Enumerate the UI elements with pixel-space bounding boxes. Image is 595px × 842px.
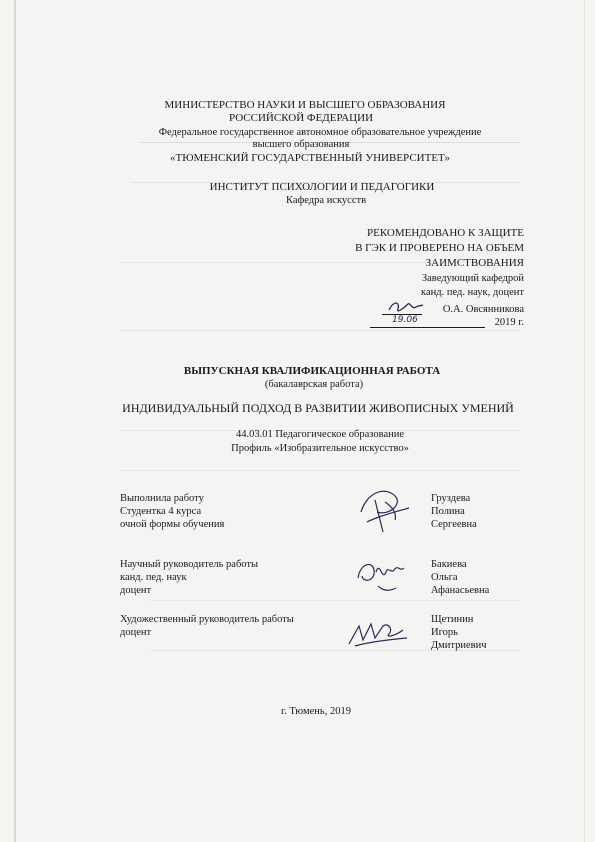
approval-line4: Заведующий кафедрой [421,273,524,284]
art-supervisor-name-line1: Щетинин [431,614,474,625]
art-supervisor-name-line3: Дмитриевич [431,640,487,651]
approval-year: 2019 г. [494,317,524,328]
student-role-line3: очной формы обучения [120,519,225,530]
work-subtype: (бакалаврская работа) [264,379,364,390]
program-code: 44.03.01 Педагогическое образование [235,429,405,440]
art-supervisor-role-line2: доцент [120,627,152,638]
city-year: г. Тюмень, 2019 [281,706,351,717]
art-supervisor-role-line1: Художественный руководитель работы [120,614,294,625]
scan-edge-right [584,0,585,842]
supervisor-role-line3: доцент [120,585,152,596]
student-name-line3: Сергеевна [431,519,477,530]
student-role-line2: Студентка 4 курса [120,506,202,517]
institution-line2: высшего образования [252,139,350,150]
approval-signature [386,298,426,316]
approval-line2: В ГЭК И ПРОВЕРЕНО НА ОБЪЕМ [355,242,524,254]
art-supervisor-signature [345,616,411,652]
approval-line3: ЗАИМСТВОВАНИЯ [425,257,524,269]
student-name-line2: Полина [431,506,465,517]
approval-line5: канд. пед. наук, доцент [421,287,524,298]
scan-edge-left [14,0,16,842]
art-supervisor-name-line2: Игорь [431,627,458,638]
date-line [370,327,485,328]
student-role-line1: Выполнила работу [120,493,204,504]
supervisor-role-line1: Научный руководитель работы [120,559,259,570]
ministry-line2: РОССИЙСКОЙ ФЕДЕРАЦИИ [228,112,374,124]
supervisor-name-line3: Афанасьевна [431,585,490,596]
student-signature [355,482,415,538]
supervisor-signature [352,552,408,596]
supervisor-name-line1: Бакиева [431,559,467,570]
approval-line1: РЕКОМЕНДОВАНО К ЗАЩИТЕ [367,227,524,239]
handwritten-date: 19.06 [392,315,418,325]
ministry-line1: МИНИСТЕРСТВО НАУКИ И ВЫСШЕГО ОБРАЗОВАНИЯ [164,99,446,111]
university-name: «ТЮМЕНСКИЙ ГОСУДАРСТВЕННЫЙ УНИВЕРСИТЕТ» [170,152,450,164]
department-head-name: О.А. Овсянникова [442,304,524,315]
student-name-line1: Груздева [431,493,471,504]
institute-name: ИНСТИТУТ ПСИХОЛОГИИ И ПЕДАГОГИКИ [209,181,435,193]
institution-line1: Федеральное государственное автономное образовательное учреждение [158,127,482,138]
work-type: ВЫПУСКНАЯ КВАЛИФИКАЦИОННАЯ РАБОТА [183,365,441,377]
department-name: Кафедра искусств [285,195,367,206]
supervisor-role-line2: канд. пед. наук [120,572,187,583]
thesis-topic: ИНДИВИДУАЛЬНЫЙ ПОДХОД В РАЗВИТИИ ЖИВОПИСНЫХ УМЕНИЙ [122,401,514,415]
program-profile: Профиль «Изобразительное искусство» [231,443,409,454]
supervisor-name-line2: Ольга [431,572,458,583]
